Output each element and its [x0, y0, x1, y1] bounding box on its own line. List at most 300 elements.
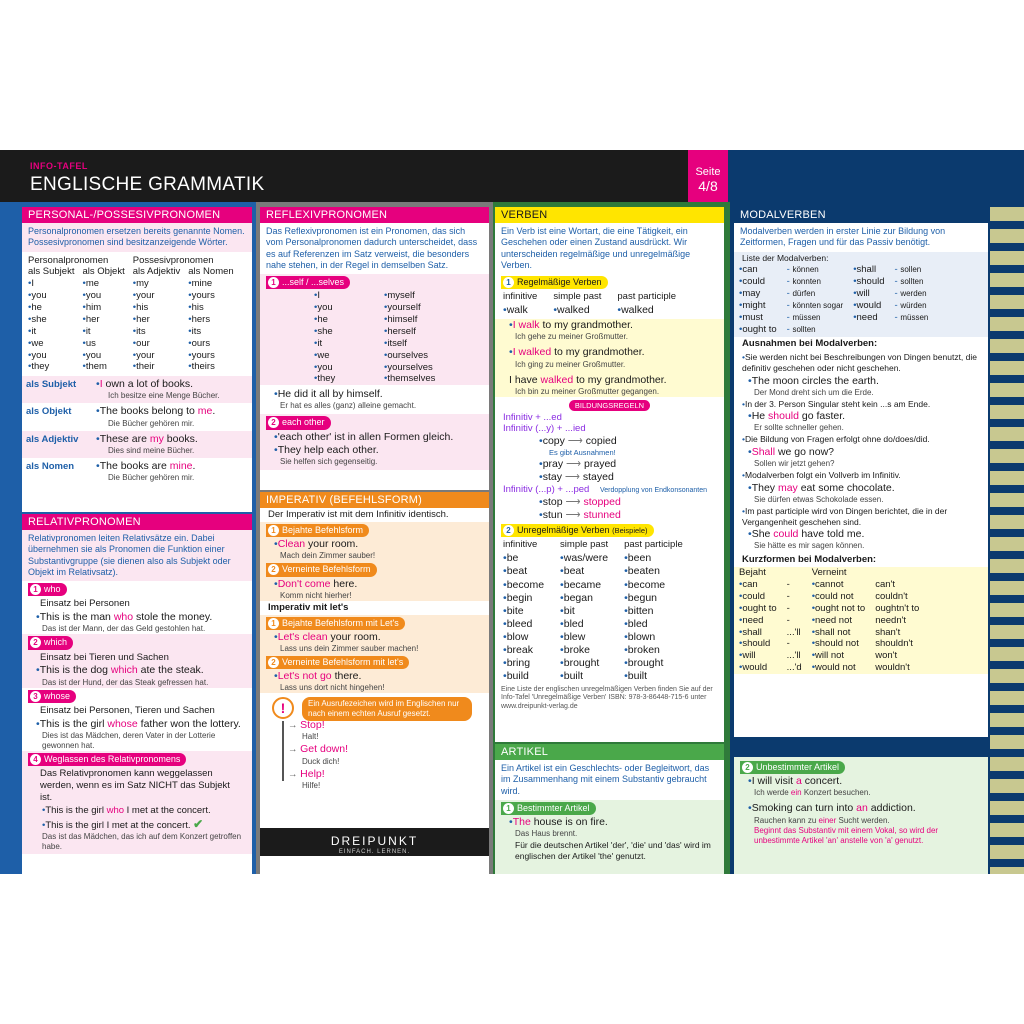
rule-note: Verdopplung von Endkonsonanten	[599, 487, 708, 494]
dash: -	[894, 311, 901, 323]
modal-translation: sollten	[900, 277, 924, 286]
short-cell	[734, 591, 782, 603]
short-cell	[870, 650, 924, 662]
table-row	[24, 326, 238, 338]
short-form: should not	[815, 638, 859, 650]
table-row	[734, 662, 924, 674]
verb-form: broke	[563, 644, 590, 657]
modal-cell	[890, 312, 934, 324]
pronoun: his	[191, 302, 204, 313]
table-row	[734, 615, 924, 627]
pronoun-cell	[24, 361, 78, 373]
short-cell	[807, 662, 871, 674]
omit-text: Das Relativpronomen kann weggelassen werden, wenn es im Satz NICHT das Subjekt ist.	[40, 768, 230, 803]
modal-translation: müssen	[900, 312, 929, 322]
translation: Das ist der Hund, der das Steak gefressen hat.	[42, 677, 209, 687]
verb-cell	[552, 631, 616, 644]
col-header: infinitive	[503, 291, 538, 303]
verb-cell	[616, 552, 691, 565]
exclamation-block	[260, 693, 489, 789]
usage: Einsatz bei Personen	[40, 598, 130, 610]
example	[260, 431, 489, 444]
arrow-icon: →	[288, 744, 301, 756]
pronoun: ours	[191, 337, 211, 349]
rule: Infinitiv + ...ed	[503, 411, 562, 423]
pronoun-cell	[310, 290, 380, 302]
short-forms-title: Kurzformen bei Modalverben:	[742, 554, 877, 566]
tr-highlight: einer	[818, 815, 837, 825]
verb-cell	[552, 552, 616, 565]
section-title: VERBEN	[495, 207, 724, 223]
pronoun: itself	[387, 337, 407, 349]
pronoun: its	[191, 325, 202, 337]
pronoun-cell	[310, 326, 380, 338]
omit-ex1-a: This is the girl	[45, 804, 107, 816]
modal-cell	[848, 324, 889, 336]
column-pronomen	[0, 202, 256, 874]
sub-title	[266, 563, 377, 576]
example	[260, 388, 489, 401]
translation: Dies sind meine Bücher.	[108, 445, 195, 455]
pronoun-cell	[380, 290, 470, 302]
omit-ex1-b: I met at the concert.	[124, 804, 211, 816]
sub-title-text: Verneinte Befehlsform mit let's	[282, 656, 404, 667]
pronoun-cell	[24, 290, 78, 302]
table-row	[310, 314, 470, 326]
ex-highlight: Let's not go	[277, 670, 332, 683]
example	[734, 375, 988, 388]
arrow-icon: ⟶	[567, 435, 583, 448]
short-cell	[807, 650, 871, 662]
modal-cell	[890, 276, 934, 288]
sub-number: 2	[30, 637, 41, 648]
short-cell	[734, 662, 782, 674]
table-row	[734, 300, 933, 312]
regular-examples	[495, 319, 724, 396]
sub-number: 2	[268, 657, 279, 668]
modal-cell	[848, 300, 889, 312]
verb-form: began	[563, 591, 593, 604]
pronoun: mine	[191, 278, 213, 290]
col-header: als Objekt	[82, 266, 125, 278]
sub-title	[28, 690, 76, 703]
verb-form: become	[627, 578, 666, 591]
pronoun-cell	[24, 302, 78, 314]
modal-list-block	[734, 252, 988, 338]
example	[22, 718, 252, 731]
pronoun: myself	[387, 290, 415, 302]
modal-translation: sollten	[792, 324, 816, 334]
pronoun-cell	[129, 326, 185, 338]
verb-cell	[495, 579, 552, 592]
table-row	[734, 288, 933, 300]
verb-form: built	[563, 670, 583, 683]
sheet-header	[0, 150, 1024, 202]
ex-rest: ate the steak.	[137, 664, 204, 677]
translation: Komm nicht hierher!	[280, 590, 352, 600]
table-row	[734, 638, 924, 650]
ex-rest: These are	[99, 432, 150, 445]
example	[22, 611, 252, 624]
translation: Duck dich!	[302, 756, 340, 766]
sub-number: 1	[268, 525, 279, 536]
verb-derived: copied	[585, 435, 617, 448]
pronoun-cell	[380, 302, 470, 314]
ex-rest: here.	[330, 577, 358, 590]
ex-rest: I have	[509, 373, 541, 386]
modal-verb: could	[742, 276, 766, 287]
translation: Sollen wir jetzt gehen?	[754, 459, 835, 469]
pronoun: your	[136, 349, 155, 361]
table-row	[734, 627, 924, 639]
dash: -	[786, 323, 793, 335]
pronoun: him	[85, 302, 102, 313]
relativ-panel	[22, 514, 252, 874]
section-intro: Relativpronomen leiten Relativsätze ein. Dabei übernehmen sie als Pronomen die Funktion einer Substantivgruppe (sie dienen also als Subjekt oder Objekt im Relativsatz).	[22, 530, 252, 581]
pronoun: himself	[387, 314, 418, 325]
verb-base: copy	[542, 435, 565, 448]
omit-ex1-h: who	[106, 804, 125, 816]
modal-cell	[734, 276, 782, 288]
pronoun-cell	[129, 350, 185, 362]
ex-highlight: walked	[540, 373, 574, 386]
verb-form: walked	[557, 304, 590, 317]
table-row	[310, 326, 470, 338]
table-row	[495, 618, 691, 631]
pronoun-cell	[380, 362, 470, 374]
verb-cell	[616, 605, 691, 618]
pronoun-cell	[129, 314, 185, 326]
sub-title	[28, 583, 67, 596]
example-text: 'each other' ist in allen Formen gleich.	[277, 430, 454, 443]
translation	[734, 816, 988, 826]
relativ-items	[22, 581, 252, 751]
connector-line	[282, 721, 284, 781]
verb-base: stop	[542, 495, 563, 508]
modal-panel	[734, 207, 988, 737]
relativ-item	[22, 581, 252, 634]
col-header: past participle	[617, 291, 677, 303]
example	[495, 374, 724, 387]
pronoun: ourselves	[387, 349, 428, 361]
logo-text: DREIPUNKT	[330, 834, 419, 848]
short-cell	[870, 627, 924, 639]
sub-number: 2	[742, 762, 753, 773]
dash: -	[786, 287, 793, 299]
example	[260, 538, 489, 551]
exception	[734, 505, 988, 528]
verb-form: bled	[627, 617, 648, 630]
modal-verb: need	[856, 311, 878, 323]
translation: Ich gehe zu meiner Großmutter.	[515, 332, 628, 342]
sub-title-text: Unregelmäßige Verben	[517, 525, 610, 536]
example	[22, 664, 252, 677]
usage: Einsatz bei Personen, Tieren und Sachen	[40, 704, 215, 716]
short-cell	[734, 615, 782, 627]
footnote: Eine Liste der englischen unregelmäßigen Verben finden Sie auf der Info-Tafel 'Unregelmäßige Verben' ISBN: 978-3-86448-715-6 unter www.dreipunkt-verlag.de	[501, 685, 713, 710]
table-row	[24, 338, 238, 350]
table-row	[734, 324, 933, 336]
rule-example	[495, 509, 724, 522]
use-line	[26, 433, 248, 446]
ex-rest: He	[751, 410, 769, 423]
arrow-icon: ⟶	[564, 470, 580, 483]
verb-cell	[616, 631, 691, 644]
verb-cell	[552, 565, 616, 578]
verb-cell	[616, 670, 691, 683]
section-intro: Der Imperativ ist mit dem Infinitiv identisch.	[268, 509, 449, 520]
short-form: need	[742, 614, 764, 626]
dash: -	[786, 264, 793, 276]
indefinite-block	[734, 757, 988, 874]
short-form: can't	[875, 579, 895, 590]
verb-form: brought	[563, 657, 600, 670]
translation: Dies ist das Mädchen, deren Vater in der Lotterie gewonnen hat.	[42, 730, 216, 750]
verb-cell	[495, 304, 545, 317]
modal-cell	[890, 264, 934, 276]
pronoun: herself	[387, 325, 416, 337]
sub-title-text: whose	[44, 690, 71, 701]
verb-form: walk	[506, 304, 528, 317]
example	[734, 775, 988, 788]
pronoun-cell	[78, 338, 128, 350]
article-rule: Beginnt das Substantiv mit einem Vokal, so wird der unbestimmte Artikel 'an' anstelle von 'a' genutzt.	[754, 825, 939, 845]
modal-verb: should	[856, 276, 885, 287]
edge-strip	[990, 207, 1024, 874]
modal-verb: might	[742, 299, 766, 311]
rule-example	[495, 435, 724, 448]
col-header: als Nomen	[188, 266, 234, 278]
short-cell	[807, 627, 871, 639]
col-header: infinitive	[503, 539, 538, 551]
verb-form: blew	[563, 631, 586, 643]
pronoun-cell	[380, 350, 470, 362]
use-row	[22, 376, 252, 403]
verb-derived: prayed	[584, 457, 617, 470]
page-indicator	[688, 150, 728, 202]
pronoun: me	[85, 278, 100, 290]
sub-number: 2	[503, 525, 514, 536]
table-row	[495, 552, 691, 565]
example	[734, 482, 988, 495]
each-other-block	[260, 414, 489, 470]
ex-rest: The books are	[99, 459, 170, 472]
sub-title	[266, 276, 350, 289]
sub-number: 1	[503, 277, 514, 288]
verb-form: brought	[627, 657, 664, 670]
pronoun: I	[31, 278, 34, 290]
translation: Lass uns dein Zimmer sauber machen!	[280, 643, 419, 653]
use-label: als Objekt	[26, 406, 72, 418]
short-form: -	[786, 579, 790, 590]
verb-cell	[495, 631, 552, 644]
sub-number: 1	[268, 277, 279, 288]
ex-highlight: me	[197, 405, 213, 418]
pronoun: you	[31, 290, 47, 302]
section-title: IMPERATIV (BEFEHLSFORM)	[260, 492, 489, 508]
verb-cell	[552, 644, 616, 657]
short-cell	[782, 638, 807, 650]
short-form: will	[742, 650, 756, 662]
short-form: oughtn't to	[875, 602, 920, 614]
table-row	[310, 338, 470, 350]
pronoun-cell	[184, 350, 237, 362]
verb-cell	[495, 605, 552, 618]
short-cell	[734, 650, 782, 662]
translation: Ich bin zu meiner Großmutter gegangen.	[515, 386, 660, 396]
verb-cell	[609, 304, 684, 317]
pronoun: our	[136, 337, 150, 349]
indefinite-panel	[734, 757, 988, 874]
header-strip	[728, 150, 1024, 202]
exception-note: Es gibt Ausnahmen!	[549, 448, 616, 458]
translation: Mach dein Zimmer sauber!	[280, 551, 376, 561]
pronoun: yours	[191, 349, 215, 361]
ex-rest: .	[212, 405, 216, 418]
short-cell	[782, 662, 807, 674]
sub-number: 1	[268, 618, 279, 629]
warning-text: Ein Ausrufezeichen wird im Englischen nur nach einem echten Ausruf gesetzt.	[302, 697, 472, 721]
verb-form: bring	[506, 657, 531, 670]
verb-cell	[495, 670, 552, 683]
table-row	[495, 644, 691, 657]
article-note: Für die deutschen Artikel 'der', 'die' und 'das' wird im englischen der Artikel 'the' genutzt.	[515, 840, 711, 861]
pronoun: you	[31, 349, 47, 361]
pronoun: I	[317, 290, 320, 302]
translation	[734, 788, 988, 798]
pronoun: your	[136, 290, 155, 302]
modal-cell	[782, 276, 849, 288]
table-row	[24, 278, 238, 290]
sub-title-text: Regelmäßige Verben	[517, 277, 602, 287]
modal-cell	[782, 300, 849, 312]
pronoun-cell	[184, 302, 237, 314]
pronoun: he	[31, 302, 42, 313]
section-title: MODALVERBEN	[734, 207, 988, 223]
modal-verb: must	[742, 311, 763, 323]
modal-cell	[782, 324, 849, 336]
short-form: shouldn't	[875, 638, 913, 650]
ex-highlight: which	[110, 664, 138, 677]
info-sheet	[0, 150, 1024, 874]
pronoun: it	[317, 337, 323, 349]
section-title: REFLEXIVPRONOMEN	[260, 207, 489, 223]
ex-highlight: should	[768, 410, 799, 423]
pronoun-cell	[184, 361, 237, 373]
lets-heading: Imperativ mit let's	[268, 601, 349, 613]
translation: Ich ging zu meiner Großmutter.	[515, 359, 626, 369]
ex-highlight: who	[113, 611, 134, 624]
short-form: shall	[742, 626, 762, 638]
table-row	[24, 314, 238, 326]
short-form: ought not to	[815, 602, 866, 614]
modal-cell	[734, 288, 782, 300]
table-row	[495, 592, 691, 605]
verb-form: broken	[627, 644, 660, 657]
translation: Das Haus brennt.	[515, 829, 578, 839]
modal-cell	[782, 288, 849, 300]
artikel-panel	[495, 744, 724, 874]
arrow-icon: →	[288, 720, 301, 732]
pronoun-cell	[184, 278, 237, 290]
ex-highlight: my	[149, 432, 164, 445]
pronoun-uses	[22, 376, 252, 485]
table-row	[495, 565, 691, 578]
modal-verb: would	[856, 299, 882, 311]
page-label: Seite	[695, 166, 721, 178]
verb-form: begin	[506, 591, 533, 604]
short-form: will not	[815, 650, 845, 662]
page-number: 4/8	[698, 178, 718, 194]
pronoun-cell	[184, 314, 237, 326]
verb-derived: stunned	[583, 509, 621, 521]
ex-rest: there.	[331, 670, 362, 683]
short-forms-table	[734, 567, 924, 674]
verb-form: beat	[506, 565, 528, 578]
table-row	[734, 276, 933, 288]
pronoun: themselves	[387, 373, 436, 385]
omit-example-1	[22, 805, 252, 817]
ex-rest: stole the money.	[133, 611, 213, 624]
sub-note: (Beispiele)	[612, 526, 648, 536]
pronoun-cell	[129, 278, 185, 290]
modal-translation: werden	[900, 288, 927, 298]
use-line	[26, 460, 248, 473]
pronoun: his	[136, 302, 149, 313]
modal-cell	[848, 288, 889, 300]
rule: Infinitiv (...y) + ...ied	[503, 423, 586, 435]
omit-title-text: Weglassen des Relativpronomens	[44, 753, 181, 764]
sub-title	[501, 524, 654, 537]
sub-title	[501, 276, 608, 289]
pronoun: her	[85, 313, 100, 325]
pronoun: my	[136, 278, 149, 290]
reflexive-table	[310, 290, 470, 385]
use-row	[22, 458, 252, 485]
table-row	[310, 350, 470, 362]
tr-rest: Konzert besuchen.	[801, 788, 871, 798]
pronoun: their	[136, 361, 155, 373]
sub-number: 1	[503, 803, 514, 814]
modal-translation: würden	[900, 300, 927, 310]
modal-cell	[782, 264, 849, 276]
short-cell	[782, 627, 807, 639]
col-header: past participle	[624, 539, 683, 551]
ex-highlight: Shall	[751, 446, 776, 458]
short-cell	[870, 638, 924, 650]
tr-rest: Sucht werden.	[836, 815, 890, 825]
pronoun-cell	[310, 362, 380, 374]
verb-cell	[616, 644, 691, 657]
ex-rest: to my grandmother.	[573, 373, 667, 386]
sub-number: 1	[30, 584, 41, 595]
exclamation-line	[288, 719, 348, 732]
verb-cell	[552, 670, 616, 683]
short-cell	[870, 662, 924, 674]
rule	[495, 484, 724, 496]
translation: Sie hätte es mir sagen können.	[754, 541, 865, 551]
ex-highlight: I walk	[512, 319, 540, 332]
dash: -	[786, 276, 793, 287]
short-form: shan't	[875, 626, 901, 638]
short-cell	[870, 579, 924, 591]
col-header: simple past	[560, 539, 609, 551]
short-cell	[870, 615, 924, 627]
exclamation-line	[288, 743, 348, 756]
pronoun: they	[317, 373, 336, 385]
modal-list-table	[734, 264, 933, 335]
kicker: INFO-TAFEL	[30, 161, 88, 171]
